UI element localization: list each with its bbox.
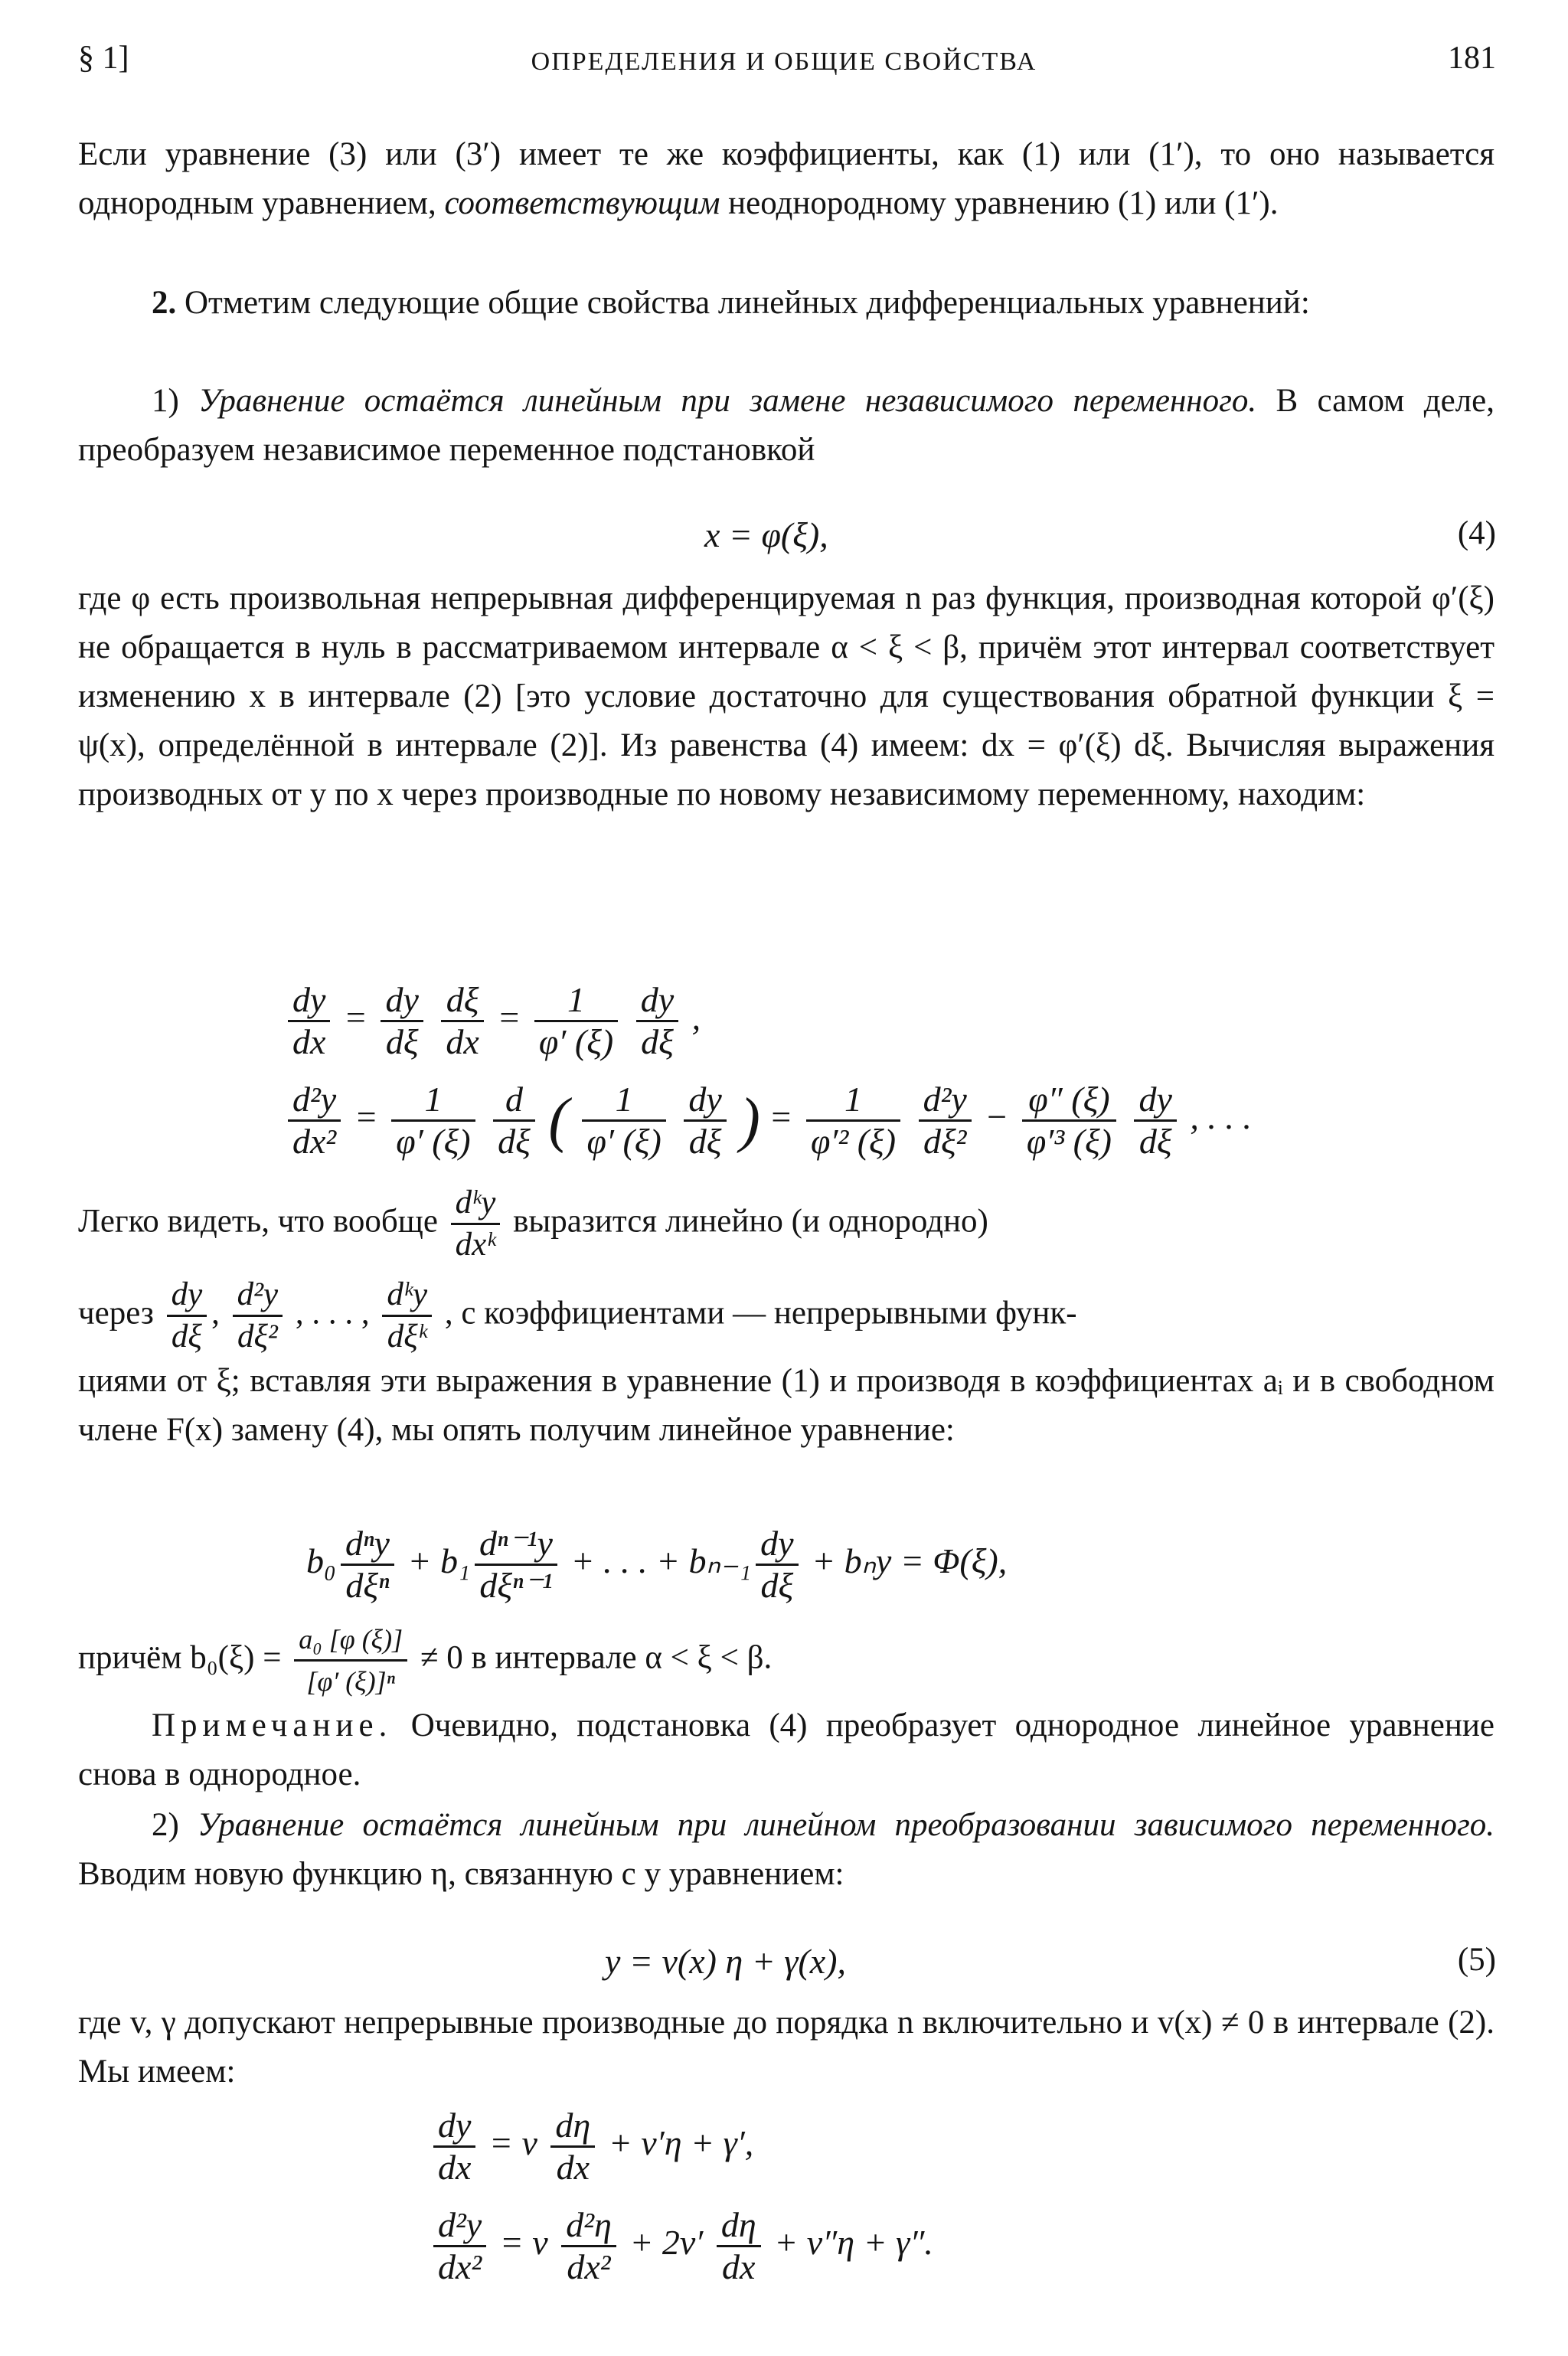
paragraph-text: Очевидно, подстановка (4) преобразует однородное линейное уравнение снова в однородное. <box>78 1707 1494 1792</box>
fraction: $\frac{d\eta}{dx}$ <box>717 2205 761 2287</box>
page-number: 181 <box>1448 41 1496 76</box>
equation-5: y = v(x) η + γ(x), <box>605 1942 846 1981</box>
fraction: $\frac{\text{d²y}}{\text{dξ²}}$ <box>233 1275 283 1357</box>
property-statement: Уравнение остаётся линейным при линейном преобразовании зависимого переменного. <box>198 1807 1494 1843</box>
fraction: $\frac{d\xi}{dx}$ <box>441 980 483 1062</box>
fraction: $\frac{dy}{d\xi}$ <box>636 980 678 1062</box>
paragraph-text: Вводим новую функцию η, связанную с y уравнением: <box>78 1856 844 1892</box>
paragraph-substitution-result: циями от ξ; вставляя эти выражения в уравнение (1) и производя в коэффициентах aᵢ и в свободном члене F(x) замену (4), мы опять получим линейное уравнение: <box>78 1363 1494 1448</box>
fraction: $\frac{dy}{d\xi}$ <box>756 1524 798 1606</box>
paragraph-conditions: где v, γ допускают непрерывные производные до порядка n включительно и v(x) ≠ 0 в интервале (2). Мы имеем: <box>78 2005 1494 2090</box>
paragraph-property-1 <box>78 377 1494 475</box>
equation-number-4: (4) <box>1457 515 1496 551</box>
item-number: 2. <box>152 285 177 321</box>
fraction: $\frac{dy}{d\xi}$ <box>167 1275 207 1357</box>
derivative-formula-4: $\frac{\text{d²y}}{\text{dx²}}$ = v $\frac{\text{d²η}}{\text{dx²}}$ + 2v′ $\frac{d\eta}{dx}$ + v″η + γ″. <box>429 2205 933 2287</box>
line-coefficient-b0: причём b₀(ξ) = $\frac{\text{a₀ [φ (ξ)]}}{\text{[φ′ (ξ)]ⁿ}}$ ≠ 0 в интервале α < ξ < β. <box>78 1619 772 1701</box>
fraction: $\frac{dy}{d\xi}$ <box>684 1080 726 1162</box>
property-statement: Уравнение остаётся линейным при замене независимого переменного. <box>198 383 1257 419</box>
equation-4: x = φ(ξ), <box>704 515 828 554</box>
note-label: Примечание. <box>152 1707 393 1743</box>
running-title: ОПРЕДЕЛЕНИЯ И ОБЩИЕ СВОЙСТВА <box>531 47 1037 76</box>
paragraph-text: В самом деле, преобразуем независимое переменное подстановкой <box>78 383 1494 468</box>
fraction: $\frac{\text{d²η}}{\text{dx²}}$ <box>561 2205 616 2287</box>
fraction: $\frac{dy}{dx}$ <box>433 2106 475 2188</box>
item-number: 2) <box>152 1807 198 1843</box>
fraction: $\frac{\varphi'' (\xi)}{\text{φ′³ (ξ)}}$ <box>1022 1080 1116 1162</box>
fraction: $\frac{\text{dᵏy}}{\text{dξᵏ}}$ <box>382 1275 432 1357</box>
fraction: $\frac{1}{\varphi' (\xi)}$ <box>391 1080 475 1162</box>
fraction: $\frac{\text{d²y}}{\text{dx²}}$ <box>288 1080 341 1162</box>
derivative-formula-2: $\frac{\text{d²y}}{\text{dx²}}$ = $\frac{1}{\varphi' (\xi)}$ $\frac{d}{d\xi}$ ( $\frac{1}{\varphi' (\xi)}$ $\frac{dy}{d\xi}$ ) = $\frac{1}{\text{φ′² (ξ)}}$ $\frac{\text{d²y}}{\text{dξ²}}$ − $\frac{\varphi'' (\xi)}{\text{φ′³ (ξ)}}$ $\frac{dy}{d\xi}$ , . . . <box>283 1080 1252 1162</box>
fraction: $\frac{\text{a₀ [φ (ξ)]}}{\text{[φ′ (ξ)]ⁿ}}$ <box>294 1619 407 1701</box>
paragraph-note <box>78 1701 1494 1799</box>
fraction: $\frac{dy}{dx}$ <box>288 980 330 1062</box>
line-through: через $\frac{dy}{d\xi}$ , $\frac{\text{d²y}}{\text{dξ²}}$ , . . . , $\frac{\text{dᵏy}}{\text{dξᵏ}}$ , с коэффициентами — непрерывными функ- <box>78 1275 1077 1357</box>
derivative-formula-3: $\frac{dy}{dx}$ = v $\frac{d\eta}{dx}$ + v′η + γ′, <box>429 2106 753 2188</box>
fraction: $\frac{\text{d²y}}{\text{dξ²}}$ <box>919 1080 972 1162</box>
fraction: $\frac{\text{dⁿy}}{\text{dξⁿ}}$ <box>341 1524 394 1606</box>
paragraph-homogeneous <box>78 130 1494 228</box>
paragraph-property-2 <box>78 1801 1494 1899</box>
paragraph-text: Если уравнение (3) или (3′) имеет те же коэффициенты, как (1) или (1′), то оно называется однородным уравнением, <box>78 136 1494 221</box>
paragraph-text: неоднородному уравнению (1) или (1′). <box>720 185 1279 221</box>
section-marker: § 1] <box>78 41 129 76</box>
fraction: $\frac{1}{\text{φ′² (ξ)}}$ <box>806 1080 900 1162</box>
item-number: 1) <box>152 383 199 419</box>
fraction: $\frac{dy}{d\xi}$ <box>381 980 423 1062</box>
paragraph-text: Отметим следующие общие свойства линейных дифференциальных уравнений: <box>176 285 1310 321</box>
emphasis-text: соответствующим <box>444 185 720 221</box>
fraction: $\frac{\text{dᵏy}}{\text{dxᵏ}}$ <box>451 1183 501 1265</box>
fraction: $\frac{d}{d\xi}$ <box>493 1080 535 1162</box>
fraction: $\frac{1}{\varphi' (\xi)}$ <box>534 980 618 1062</box>
derivative-formula-1: $\frac{dy}{dx}$ = $\frac{dy}{d\xi}$ $\frac{d\xi}{dx}$ = $\frac{1}{\varphi' (\xi)}$ $\frac{dy}{d\xi}$ , <box>283 980 701 1062</box>
fraction: $\frac{1}{\varphi' (\xi)}$ <box>582 1080 665 1162</box>
fraction: $\frac{dy}{d\xi}$ <box>1134 1080 1176 1162</box>
equation-number-5: (5) <box>1457 1942 1496 1978</box>
fraction: $\frac{d\eta}{dx}$ <box>550 2106 595 2188</box>
paragraph-substitution: где φ есть произвольная непрерывная дифференцируемая n раз функция, производная которой φ′(ξ) не обращается в нуль в рассматриваемом интервале α < ξ < β, причём этот интервал соответствует изменению x в интервале (2) [это условие достаточно для существования обратной функции ξ = ψ(x), определённой в интервале (2)]. Из равенства (4) имеем: dx = φ′(ξ) dξ. Вычисляя выражения производных от y по x через производные по новому независимому переменному, находим: <box>78 580 1494 812</box>
paragraph-properties <box>78 279 1494 328</box>
fraction: $\frac{\text{d²y}}{\text{dx²}}$ <box>433 2205 486 2287</box>
fraction: $\frac{\text{dⁿ⁻¹y}}{\text{dξⁿ⁻¹}}$ <box>475 1524 557 1606</box>
transformed-equation: b₀ $\frac{\text{dⁿy}}{\text{dξⁿ}}$ + b₁ $\frac{\text{dⁿ⁻¹y}}{\text{dξⁿ⁻¹}}$ + . . . + bₙ₋₁ $\frac{dy}{d\xi}$ + bₙy = Φ(ξ), <box>306 1524 1008 1605</box>
line-easy-to-see: Легко видеть, что вообще $\frac{\text{dᵏy}}{\text{dxᵏ}}$ выразится линейно (и однородно) <box>78 1183 1494 1265</box>
